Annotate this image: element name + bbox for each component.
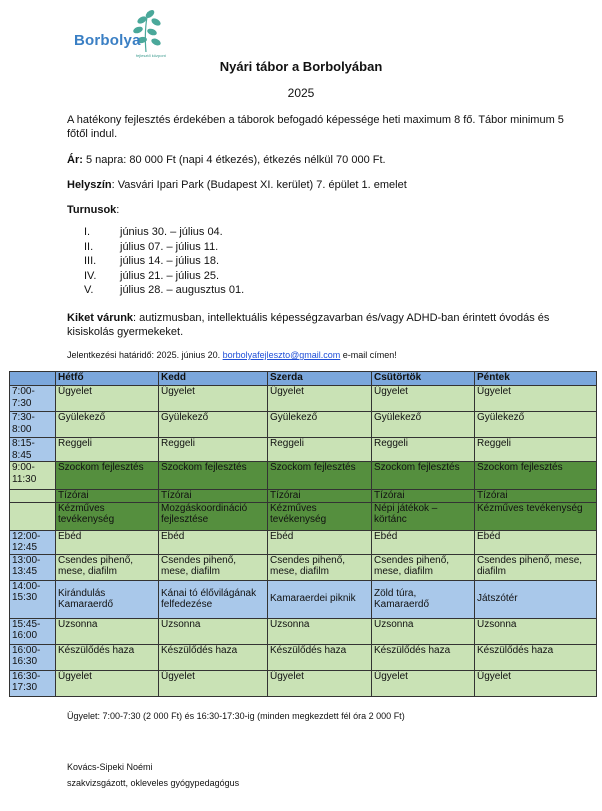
activity-cell: Ügyelet — [56, 386, 159, 412]
turnus-dates: július 28. – augusztus 01. — [120, 284, 245, 296]
time-cell: 7:30-8:00 — [10, 412, 56, 438]
time-cell: 14:00-15:30 — [10, 580, 56, 618]
activity-cell: Uzsonna — [159, 618, 268, 644]
header-day: Kedd — [159, 372, 268, 386]
activity-cell: Kamaraerdei piknik — [268, 580, 372, 618]
activity-cell: Ügyelet — [475, 386, 597, 412]
price-text: 5 napra: 80 000 Ft (napi 4 étkezés), étkezés nélkül 70 000 Ft. — [82, 154, 386, 166]
header-day: Hétfő — [56, 372, 159, 386]
time-cell: 16:30-17:30 — [10, 670, 56, 696]
activity-cell: Kánai tó élővilágának felfedezése — [159, 580, 268, 618]
activity-cell: Ügyelet — [475, 670, 597, 696]
turnus-dates: július 21. – július 25. — [120, 269, 220, 282]
turnus-number: I. — [84, 226, 91, 238]
schedule-header-row — [10, 372, 597, 386]
table-row — [10, 412, 597, 438]
list-item — [84, 254, 244, 269]
turnus-label: Turnusok — [67, 204, 117, 216]
activity-cell: Gyülekező — [159, 412, 268, 438]
activity-cell: Ügyelet — [372, 386, 475, 412]
activity-cell: Tízórai — [268, 490, 372, 503]
activity-cell: Uzsonna — [372, 618, 475, 644]
activity-cell: Kézműves tevékenység — [475, 502, 597, 530]
year: 2025 — [287, 86, 315, 100]
table-row — [10, 670, 597, 696]
target-line — [67, 311, 572, 339]
deadline-suffix: e-mail címen! — [340, 350, 397, 360]
turnus-dates: június 30. – július 04. — [120, 226, 223, 238]
time-cell: 12:00-12:45 — [10, 530, 56, 554]
activity-cell: Ügyelet — [159, 386, 268, 412]
activity-cell: Uzsonna — [56, 618, 159, 644]
price-label: Ár: — [67, 154, 83, 166]
activity-cell: Készülődés haza — [475, 644, 597, 670]
activity-cell: Reggeli — [475, 438, 597, 462]
activity-cell: Készülődés haza — [268, 644, 372, 670]
time-cell: 7:00-7:30 — [10, 386, 56, 412]
table-row — [10, 462, 597, 490]
activity-cell: Szockom fejlesztés — [268, 462, 372, 490]
intro-text: A hatékony fejlesztés érdekében a táborok befogadó képessége heti maximum 8 fő. Tábor minimum 5 főtől indul. — [67, 114, 564, 140]
activity-cell: Népi játékok – körtánc — [372, 502, 475, 530]
activity-cell: Szockom fejlesztés — [159, 462, 268, 490]
target-label: Kiket várunk — [67, 312, 134, 324]
turnus-number: II. — [84, 240, 94, 253]
activity-cell: Kézműves tevékenység — [268, 502, 372, 530]
activity-cell: Ügyelet — [56, 670, 159, 696]
table-row — [10, 438, 597, 462]
turnus-dates: július 07. – július 11. — [120, 240, 219, 253]
table-row — [10, 490, 597, 503]
activity-cell: Tízórai — [159, 490, 268, 503]
activity-cell: Mozgáskoordináció fejlesztése — [159, 502, 268, 530]
activity-cell: Csendes pihenő, mese, diafilm — [268, 554, 372, 580]
location-line — [67, 178, 572, 192]
activity-cell: Szockom fejlesztés — [475, 462, 597, 490]
logo — [72, 6, 182, 66]
activity-cell: Ügyelet — [268, 670, 372, 696]
header-day: Péntek — [475, 372, 597, 386]
activity-cell: Gyülekező — [475, 412, 597, 438]
location-text: : Vasvári Ipari Park (Budapest XI. kerület) 7. épület 1. emelet — [111, 179, 407, 191]
turnus-number: IV. — [84, 269, 97, 282]
activity-cell: Ebéd — [56, 530, 159, 554]
activity-cell: Csendes pihenő, mese, diafilm — [372, 554, 475, 580]
activity-cell: Kézműves tevékenység — [56, 502, 159, 530]
activity-cell: Ebéd — [475, 530, 597, 554]
turnus-colon: : — [116, 204, 120, 216]
activity-cell: Kirándulás Kamaraerdő — [56, 580, 159, 618]
activity-cell: Ügyelet — [372, 670, 475, 696]
logo-name: Borbolya — [74, 32, 141, 49]
activity-cell: Tízórai — [56, 490, 159, 503]
deadline-line — [67, 350, 397, 360]
activity-cell: Csendes pihenő, mese, diafilm — [56, 554, 159, 580]
table-row — [10, 580, 597, 618]
time-cell — [10, 490, 56, 503]
turnus-number: III. — [84, 255, 97, 267]
target-text: : autizmusban, intellektuális képességzavarban és/vagy ADHD-ban érintett óvodás és kisiskolás gyermekeket. — [67, 312, 550, 338]
activity-cell: Ügyelet — [268, 386, 372, 412]
activity-cell: Szockom fejlesztés — [56, 462, 159, 490]
time-cell: 9:00-11:30 — [10, 462, 56, 490]
header-day: Csütörtök — [372, 372, 475, 386]
table-row — [10, 554, 597, 580]
activity-cell: Készülődés haza — [159, 644, 268, 670]
activity-cell: Csendes pihenő, mese, diafilm — [475, 554, 597, 580]
activity-cell: Reggeli — [268, 438, 372, 462]
activity-cell: Reggeli — [372, 438, 475, 462]
time-cell: 13:00-13:45 — [10, 554, 56, 580]
activity-cell: Gyülekező — [268, 412, 372, 438]
duty-note: Ügyelet: 7:00-7:30 (2 000 Ft) és 16:30-17:30-ig (minden megkezdett fél óra 2 000 Ft) — [67, 711, 405, 721]
turnus-heading — [67, 203, 572, 217]
activity-cell: Tízórai — [475, 490, 597, 503]
header-time — [10, 372, 56, 386]
turnus-number: V. — [84, 284, 94, 296]
table-row — [10, 386, 597, 412]
deadline-prefix: Jelentkezési határidő: 2025. június 20. — [67, 350, 223, 360]
turnus-dates: július 14. – július 18. — [120, 255, 220, 267]
logo-tagline: fejlesztő központ — [136, 53, 166, 58]
signature-name: Kovács-Sipeki Noémi — [67, 762, 153, 772]
location-label: Helyszín — [67, 179, 112, 191]
activity-cell: Készülődés haza — [372, 644, 475, 670]
activity-cell: Uzsonna — [268, 618, 372, 644]
list-item — [84, 225, 244, 240]
table-row — [10, 502, 597, 530]
turnus-list — [84, 225, 244, 298]
activity-cell: Zöld túra, Kamaraerdő — [372, 580, 475, 618]
time-cell: 16:00-16:30 — [10, 644, 56, 670]
activity-cell: Ebéd — [268, 530, 372, 554]
activity-cell: Uzsonna — [475, 618, 597, 644]
activity-cell: Ügyelet — [159, 670, 268, 696]
page-title: Nyári tábor a Borbolyában — [219, 59, 383, 74]
activity-cell: Tízórai — [372, 490, 475, 503]
schedule-table — [9, 371, 597, 697]
time-cell: 8:15-8:45 — [10, 438, 56, 462]
table-row — [10, 618, 597, 644]
list-item — [84, 240, 244, 255]
list-item — [84, 283, 244, 298]
list-item — [84, 269, 244, 284]
activity-cell: Szockom fejlesztés — [372, 462, 475, 490]
activity-cell: Ebéd — [159, 530, 268, 554]
activity-cell: Készülődés haza — [56, 644, 159, 670]
signature-title: szakvizsgázott, okleveles gyógypedagógus — [67, 778, 240, 788]
table-row — [10, 644, 597, 670]
activity-cell: Gyülekező — [56, 412, 159, 438]
price-line — [67, 153, 572, 167]
time-cell — [10, 502, 56, 530]
time-cell: 15:45-16:00 — [10, 618, 56, 644]
activity-cell: Csendes pihenő, mese, diafilm — [159, 554, 268, 580]
table-row — [10, 530, 597, 554]
activity-cell: Játszótér — [475, 580, 597, 618]
activity-cell: Gyülekező — [372, 412, 475, 438]
activity-cell: Reggeli — [56, 438, 159, 462]
header-day: Szerda — [268, 372, 372, 386]
activity-cell: Ebéd — [372, 530, 475, 554]
activity-cell: Reggeli — [159, 438, 268, 462]
email-link[interactable]: borbolyafejleszto@gmail.com — [222, 350, 341, 360]
